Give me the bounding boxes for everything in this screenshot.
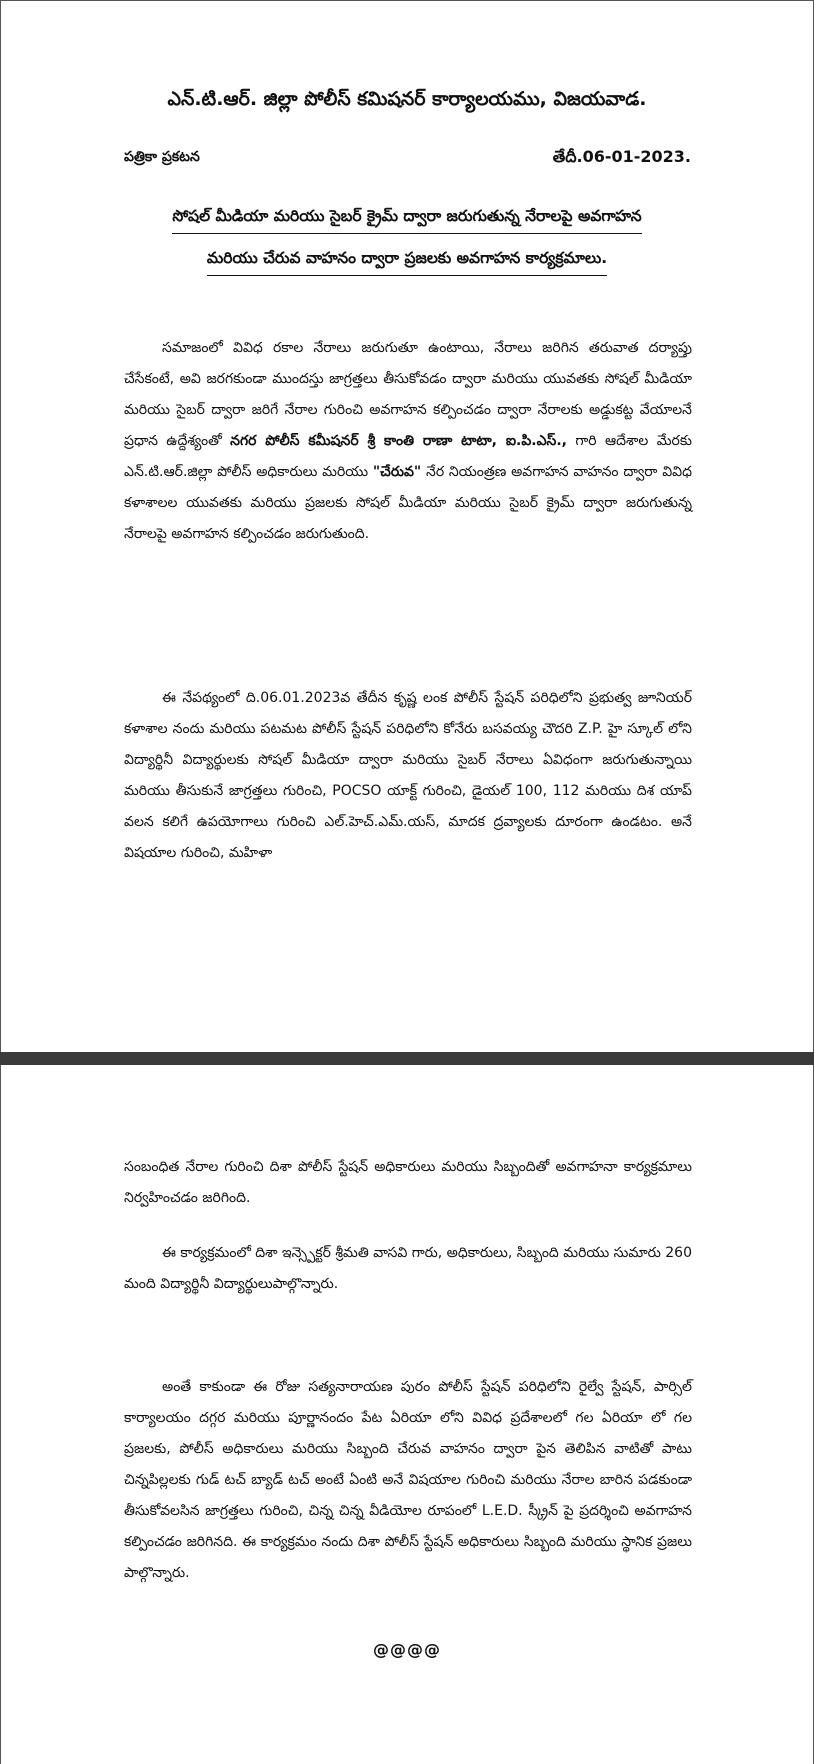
document-subheading [0, 196, 814, 280]
paragraph-1-text-b: గారి ఆదేశాల మేరకు ఎన్.టి.ఆర్.జిల్లా పోలీస్ అధికారులు మరియు [124, 433, 692, 480]
paragraph-3: సంబంధిత నేరాల గురించి దిశా పోలీస్ స్టేషన్ అధికారులు మరియు సిబ్బందితో అవగాహనా కార్యక్రమాలు నిర్వహించడం జరిగింది. [124, 1159, 692, 1206]
end-mark: @@@@ [373, 1640, 441, 1659]
subheading-line-2: మరియు చేరువ వాహనం ద్వారా ప్రజలకు అవగాహన కార్యక్రమాలు. [207, 243, 607, 276]
press-release-label: పత్రికా ప్రకటన [124, 149, 200, 165]
document-date: తేదీ.06-01-2023. [552, 147, 691, 166]
paragraph-2: ఈ నేపథ్యంలో ది.06.01.2023వ తేదీన కృష్ణ లంక పోలీస్ స్టేషన్ పరిధిలోని ప్రభుత్వ జూనియర్ కళాశాల నందు మరియు పటమట పోలీస్ స్టేషన్ పరిధిలోని కోనేరు బసవయ్య చౌదరి Z.P. హై స్కూల్ లోని విద్యార్థినీ విద్యార్థులకు సోషల్ మీడియా ద్వారా మరియు సైబర్ నేరాలు ఏవిధంగా జరుగుతున్నాయి మరియు తీసుకునే జాగ్రత్తలు గురించి, POCSO యాక్ట్ గురించి, డైయల్ 100, 112 మరియు దిశ యాప్ వలన కలిగే ఉపయోగాలు గురించి ఎల్.హెచ్.ఎమ్.యస్, మాదక ద్రవ్యాలకు దూరంగా ఉండటం. అనే విషయాల గురించి, మహిళా [124, 690, 692, 861]
subheading-line-1: సోషల్ మీడియా మరియు సైబర్ క్రైమ్ ద్వారా జరుగుతున్న నేరాలపై అవగాహన [172, 201, 641, 234]
paragraph-4: ఈ కార్యక్రమంలో దిశా ఇన్స్పెక్టర్ శ్రీమతి వాసవి గారు, అధికారులు, సిబ్బంది మరియు సుమారు 260 మంది విద్యార్థినీ విద్యార్థులుపాల్గొన్నారు. [124, 1245, 692, 1292]
commissioner-name: నగర పోలీస్ కమీషనర్ శ్రీ కాంతి రాణా టాటా, ఐ.పి.ఎస్., [230, 433, 568, 449]
page-separator [0, 1052, 814, 1065]
cheruva-name: "చేరువ" [372, 464, 422, 480]
paragraph-1-text-a: సమాజంలో వివిధ రకాల నేరాలు జరుగుతూ ఉంటాయి, నేరాలు జరిగిన తరువాత దర్యాప్తు చేసేకంటే, అవి జరగకుండా ముందస్తు జాగ్రత్తలు తీసుకోవడం ద్వారా మరియు యువతకు సోషల్ మీడియా మరియు సైబర్ ద్వారా జరిగే నేరాల గురించి అవగాహన కల్పించడం ద్వారా నేరాలకు అడ్డుకట్ట వేయాలనే ప్రధాన ఉద్దేశ్యంతో [124, 340, 692, 449]
paragraph-5: అంతే కాకుండా ఈ రోజు సత్యనారాయణ పురం పోలీస్ స్టేషన్ పరిధిలోని రైల్వే స్టేషన్, పార్సిల్ కార్యాలయం దగ్గర మరియు పూర్ణానందం పేట ఏరియా లోని వివిధ ప్రదేశాలలో గల ఏరియా లో గల ప్రజలకు, పోలీస్ అధికారులు మరియు సిబ్బంది చేరువ వాహనం ద్వారా పైన తెలిపిన వాటితో పాటు చిన్నపిల్లలకు గుడ్ టచ్ బ్యాడ్ టచ్ అంటే ఏంటి అనే విషయాల గురించి మరియు నేరాల బారిన పడకుండా తీసుకోవలసిన జాగ్రత్తలు గురించి, చిన్న చిన్న వీడియోల రూపంలో L.E.D. స్క్రీన్ పై ప్రదర్శించి అవగాహన కల్పించడం జరిగినది. ఈ కార్యక్రమం నందు దిశా పోలీస్ స్టేషన్ అధికారులు సిబ్బంది మరియు స్థానిక ప్రజలు పాల్గొన్నారు. [124, 1379, 692, 1581]
paragraph-1-text-c: నేర నియంత్రణ అవగాహన వాహనం ద్వారా వివిధ కళాశాలల యువతకు మరియు ప్రజలకు సోషల్ మీడియా మరియు సైబర్ క్రైమ్ ద్వారా జరుగుతున్న నేరాలపై అవగాహన కల్పించడం జరుగుతుంది. [124, 464, 692, 542]
paragraph-1 [124, 333, 692, 550]
document-title: ఎన్.టి.ఆర్. జిల్లా పోలీస్ కమిషనర్ కార్యాలయము, విజయవాడ. [167, 88, 647, 110]
